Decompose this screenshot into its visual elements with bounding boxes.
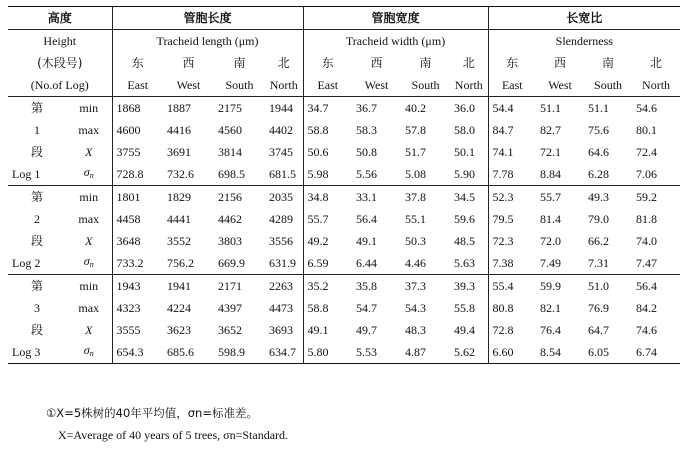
value-cell: 72.4 bbox=[636, 144, 658, 159]
height-header-zh: 高度 bbox=[8, 7, 112, 30]
direction-label-zh: 西 bbox=[182, 55, 195, 70]
stat-label: min bbox=[66, 275, 112, 298]
value-cell: 72.0 bbox=[540, 233, 562, 248]
log-label: 段 bbox=[30, 233, 43, 248]
value-cell: 82.1 bbox=[540, 300, 562, 315]
value-cell: 5.08 bbox=[401, 163, 450, 186]
value-cell: 55.7 bbox=[307, 211, 329, 226]
value-cell: 5.90 bbox=[450, 163, 488, 186]
stat-label bbox=[66, 341, 112, 364]
value-cell: 1887 bbox=[167, 100, 192, 115]
value-cell: 34.7 bbox=[307, 100, 329, 115]
value-cell: 34.5 bbox=[450, 186, 488, 209]
value-cell: 634.7 bbox=[265, 341, 303, 364]
value-cell: 5.63 bbox=[450, 252, 488, 275]
stat-label bbox=[66, 252, 112, 275]
value-cell: 6.74 bbox=[632, 341, 680, 364]
table-row bbox=[8, 119, 680, 141]
value-cell: 4402 bbox=[265, 119, 303, 141]
value-cell: 681.5 bbox=[265, 163, 303, 186]
value-cell: 3745 bbox=[265, 141, 303, 163]
value-cell: 1944 bbox=[265, 97, 303, 120]
value-cell: 5.62 bbox=[450, 341, 488, 364]
header-row-zh bbox=[8, 7, 680, 30]
log-footer-label: Log 3 bbox=[8, 341, 66, 364]
value-cell: 2263 bbox=[265, 275, 303, 298]
value-cell: 631.9 bbox=[265, 252, 303, 275]
direction-label-zh: 南 bbox=[233, 55, 246, 70]
direction-label-zh: 南 bbox=[419, 55, 432, 70]
value-cell: 36.0 bbox=[450, 97, 488, 120]
value-cell: 50.1 bbox=[450, 141, 488, 163]
value-cell: 3652 bbox=[218, 322, 243, 337]
value-cell: 72.1 bbox=[540, 144, 562, 159]
value-cell: 55.8 bbox=[450, 297, 488, 319]
value-cell: 4416 bbox=[167, 122, 192, 137]
table-row bbox=[8, 319, 680, 341]
value-cell: 5.53 bbox=[352, 341, 401, 364]
value-cell: 72.8 bbox=[492, 322, 514, 337]
length-header-zh: 管胞长度 bbox=[112, 7, 303, 30]
stat-label bbox=[66, 163, 112, 186]
value-cell: 4.87 bbox=[401, 341, 450, 364]
value-cell: 3552 bbox=[167, 233, 192, 248]
table-row bbox=[8, 297, 680, 319]
value-cell: 37.3 bbox=[405, 278, 427, 293]
direction-label-en: North bbox=[632, 74, 680, 97]
value-cell: 57.8 bbox=[405, 122, 427, 137]
value-cell: 732.6 bbox=[163, 163, 214, 186]
table-row bbox=[8, 208, 680, 230]
value-cell: 64.6 bbox=[588, 144, 610, 159]
value-cell: 54.7 bbox=[356, 300, 378, 315]
value-cell: 33.1 bbox=[356, 189, 378, 204]
log-label: 第 bbox=[30, 189, 43, 204]
direction-label-en: South bbox=[401, 74, 450, 97]
value-cell: 3755 bbox=[116, 144, 141, 159]
value-cell: 81.8 bbox=[636, 211, 658, 226]
table-row bbox=[8, 230, 680, 252]
direction-label-zh: 北 bbox=[650, 55, 663, 70]
length-header-en: Tracheid length (μm) bbox=[112, 30, 303, 53]
value-cell: 6.60 bbox=[488, 341, 536, 364]
value-cell: 7.78 bbox=[488, 163, 536, 186]
value-cell: 81.4 bbox=[540, 211, 562, 226]
value-cell: 54.4 bbox=[492, 100, 514, 115]
sigma-subscript: n bbox=[89, 260, 94, 269]
value-cell: 58.3 bbox=[356, 122, 378, 137]
direction-row-en bbox=[8, 74, 680, 97]
value-cell: 58.8 bbox=[307, 122, 329, 137]
value-cell: 4289 bbox=[265, 208, 303, 230]
sigma-symbol: σ bbox=[83, 165, 90, 179]
value-cell: 7.38 bbox=[488, 252, 536, 275]
header-row-en bbox=[8, 30, 680, 53]
value-cell: 72.3 bbox=[492, 233, 514, 248]
value-cell: 39.3 bbox=[450, 275, 488, 298]
value-cell: 49.4 bbox=[450, 319, 488, 341]
value-cell: 1941 bbox=[167, 278, 192, 293]
log-number-header-zh: (木段号) bbox=[8, 52, 112, 74]
slenderness-header-en: Slenderness bbox=[555, 33, 613, 48]
table-notes bbox=[46, 402, 666, 446]
sigma-subscript: n bbox=[89, 171, 94, 180]
log-number-header-en: (No.of Log) bbox=[8, 74, 112, 97]
value-cell: 59.9 bbox=[540, 278, 562, 293]
direction-label-en: West bbox=[163, 74, 214, 97]
value-cell: 654.3 bbox=[112, 341, 163, 364]
value-cell: 4462 bbox=[218, 211, 243, 226]
width-header-zh: 管胞宽度 bbox=[303, 7, 488, 30]
direction-label-zh: 东 bbox=[506, 55, 519, 70]
value-cell: 6.44 bbox=[352, 252, 401, 275]
value-cell: 50.6 bbox=[307, 144, 329, 159]
log-label: 第 bbox=[30, 278, 43, 293]
stat-label: max bbox=[66, 297, 112, 319]
direction-label-en: North bbox=[450, 74, 488, 97]
direction-label-zh: 东 bbox=[131, 55, 144, 70]
table-row bbox=[8, 141, 680, 163]
stat-label: min bbox=[66, 97, 112, 120]
value-cell: 84.2 bbox=[636, 300, 658, 315]
value-cell: 49.3 bbox=[588, 189, 610, 204]
value-cell: 685.6 bbox=[163, 341, 214, 364]
direction-label-zh: 北 bbox=[450, 52, 488, 74]
sigma-subscript: n bbox=[89, 349, 94, 358]
table-row bbox=[8, 97, 680, 120]
value-cell: 4224 bbox=[167, 300, 192, 315]
direction-label-en: West bbox=[536, 74, 584, 97]
value-cell: 49.2 bbox=[307, 233, 329, 248]
value-cell: 50.3 bbox=[405, 233, 427, 248]
value-cell: 79.0 bbox=[588, 211, 610, 226]
value-cell: 3623 bbox=[167, 322, 192, 337]
data-table-container bbox=[8, 6, 680, 364]
table-row bbox=[8, 186, 680, 209]
value-cell: 8.84 bbox=[536, 163, 584, 186]
value-cell: 51.1 bbox=[588, 100, 610, 115]
value-cell: 698.5 bbox=[214, 163, 265, 186]
log-label: 1 bbox=[34, 122, 40, 137]
value-cell: 80.1 bbox=[636, 122, 658, 137]
note-en: X=Average of 40 years of 5 trees, σn=Standard. bbox=[58, 428, 289, 442]
direction-label-en: South bbox=[214, 74, 265, 97]
value-cell: 66.2 bbox=[588, 233, 610, 248]
value-cell: 59.2 bbox=[636, 189, 658, 204]
value-cell: 51.7 bbox=[405, 144, 427, 159]
value-cell: 40.2 bbox=[405, 100, 427, 115]
direction-label-zh: 西 bbox=[370, 55, 383, 70]
value-cell: 55.1 bbox=[405, 211, 427, 226]
value-cell: 52.3 bbox=[492, 189, 514, 204]
value-cell: 4473 bbox=[265, 297, 303, 319]
stat-label: X bbox=[66, 319, 112, 341]
value-cell: 34.8 bbox=[307, 189, 329, 204]
stat-label: max bbox=[66, 208, 112, 230]
slenderness-header-zh: 长宽比 bbox=[488, 7, 680, 30]
value-cell: 1801 bbox=[116, 189, 141, 204]
table-row bbox=[8, 252, 680, 275]
value-cell: 74.1 bbox=[492, 144, 514, 159]
value-cell: 2171 bbox=[218, 278, 243, 293]
value-cell: 79.5 bbox=[492, 211, 514, 226]
value-cell: 3555 bbox=[116, 322, 141, 337]
stat-label: X bbox=[66, 230, 112, 252]
direction-label-en: East bbox=[303, 74, 352, 97]
value-cell: 37.8 bbox=[405, 189, 427, 204]
value-cell: 1943 bbox=[116, 278, 141, 293]
value-cell: 75.6 bbox=[588, 122, 610, 137]
value-cell: 76.9 bbox=[588, 300, 610, 315]
table-row bbox=[8, 341, 680, 364]
direction-label-zh: 南 bbox=[602, 55, 615, 70]
stat-label: min bbox=[66, 186, 112, 209]
value-cell: 58.8 bbox=[307, 300, 329, 315]
value-cell: 56.4 bbox=[356, 211, 378, 226]
value-cell: 3803 bbox=[218, 233, 243, 248]
value-cell: 80.8 bbox=[492, 300, 514, 315]
direction-label-en: West bbox=[352, 74, 401, 97]
value-cell: 8.54 bbox=[536, 341, 584, 364]
value-cell: 1829 bbox=[167, 189, 192, 204]
log-footer-label: Log 1 bbox=[8, 163, 66, 186]
height-header-en: Height bbox=[8, 30, 112, 53]
value-cell: 56.4 bbox=[636, 278, 658, 293]
log-label: 段 bbox=[30, 144, 43, 159]
value-cell: 84.7 bbox=[492, 122, 514, 137]
stat-label: X bbox=[66, 141, 112, 163]
value-cell: 74.6 bbox=[636, 322, 658, 337]
value-cell: 3648 bbox=[116, 233, 141, 248]
value-cell: 7.47 bbox=[632, 252, 680, 275]
direction-label-zh: 东 bbox=[321, 55, 334, 70]
value-cell: 7.31 bbox=[584, 252, 632, 275]
value-cell: 48.5 bbox=[450, 230, 488, 252]
value-cell: 5.56 bbox=[352, 163, 401, 186]
table-row bbox=[8, 275, 680, 298]
value-cell: 4560 bbox=[218, 122, 243, 137]
value-cell: 7.06 bbox=[632, 163, 680, 186]
value-cell: 4441 bbox=[167, 211, 192, 226]
value-cell: 3814 bbox=[218, 144, 243, 159]
value-cell: 6.05 bbox=[584, 341, 632, 364]
log-label: 段 bbox=[30, 322, 43, 337]
value-cell: 2175 bbox=[218, 100, 243, 115]
value-cell: 48.3 bbox=[405, 322, 427, 337]
value-cell: 5.98 bbox=[303, 163, 352, 186]
sigma-symbol: σ bbox=[83, 343, 90, 357]
value-cell: 59.6 bbox=[450, 208, 488, 230]
value-cell: 733.2 bbox=[112, 252, 163, 275]
value-cell: 4600 bbox=[116, 122, 141, 137]
log-label: 2 bbox=[34, 211, 40, 226]
log-label: 3 bbox=[34, 300, 40, 315]
value-cell: 2156 bbox=[218, 189, 243, 204]
value-cell: 49.1 bbox=[356, 233, 378, 248]
value-cell: 3693 bbox=[265, 319, 303, 341]
value-cell: 49.1 bbox=[307, 322, 329, 337]
value-cell: 669.9 bbox=[214, 252, 265, 275]
value-cell: 54.6 bbox=[636, 100, 658, 115]
direction-label-en: East bbox=[112, 74, 163, 97]
direction-label-en: North bbox=[265, 74, 303, 97]
value-cell: 4.46 bbox=[401, 252, 450, 275]
value-cell: 76.4 bbox=[540, 322, 562, 337]
value-cell: 6.28 bbox=[584, 163, 632, 186]
value-cell: 51.1 bbox=[540, 100, 562, 115]
table-body bbox=[8, 7, 680, 364]
value-cell: 7.49 bbox=[536, 252, 584, 275]
direction-label-zh: 北 bbox=[265, 52, 303, 74]
value-cell: 64.7 bbox=[588, 322, 610, 337]
value-cell: 82.7 bbox=[540, 122, 562, 137]
value-cell: 756.2 bbox=[163, 252, 214, 275]
value-cell: 55.7 bbox=[540, 189, 562, 204]
value-cell: 598.9 bbox=[214, 341, 265, 364]
note-zh: ①X=5株树的40年平均值，σn=标准差。 bbox=[46, 406, 258, 420]
direction-label-zh: 西 bbox=[554, 55, 567, 70]
width-header-en: Tracheid width (μm) bbox=[303, 30, 488, 53]
value-cell: 35.2 bbox=[307, 278, 329, 293]
table-row bbox=[8, 163, 680, 186]
direction-label-en: East bbox=[488, 74, 536, 97]
direction-label-en: South bbox=[584, 74, 632, 97]
log-label: 第 bbox=[30, 100, 43, 115]
value-cell: 4458 bbox=[116, 211, 141, 226]
value-cell: 58.0 bbox=[450, 119, 488, 141]
value-cell: 3691 bbox=[167, 144, 192, 159]
value-cell: 51.0 bbox=[588, 278, 610, 293]
sigma-symbol: σ bbox=[83, 254, 90, 268]
value-cell: 36.7 bbox=[356, 100, 378, 115]
direction-row-zh bbox=[8, 52, 680, 74]
log-footer-label: Log 2 bbox=[8, 252, 66, 275]
value-cell: 3556 bbox=[265, 230, 303, 252]
value-cell: 728.8 bbox=[112, 163, 163, 186]
value-cell: 55.4 bbox=[492, 278, 514, 293]
value-cell: 50.8 bbox=[356, 144, 378, 159]
value-cell: 6.59 bbox=[303, 252, 352, 275]
stat-label: max bbox=[66, 119, 112, 141]
value-cell: 74.0 bbox=[636, 233, 658, 248]
value-cell: 4323 bbox=[116, 300, 141, 315]
value-cell: 5.80 bbox=[303, 341, 352, 364]
value-cell: 54.3 bbox=[405, 300, 427, 315]
value-cell: 49.7 bbox=[356, 322, 378, 337]
value-cell: 1868 bbox=[116, 100, 141, 115]
value-cell: 35.8 bbox=[356, 278, 378, 293]
value-cell: 2035 bbox=[265, 186, 303, 209]
value-cell: 4397 bbox=[218, 300, 243, 315]
tracheid-table bbox=[8, 6, 680, 364]
